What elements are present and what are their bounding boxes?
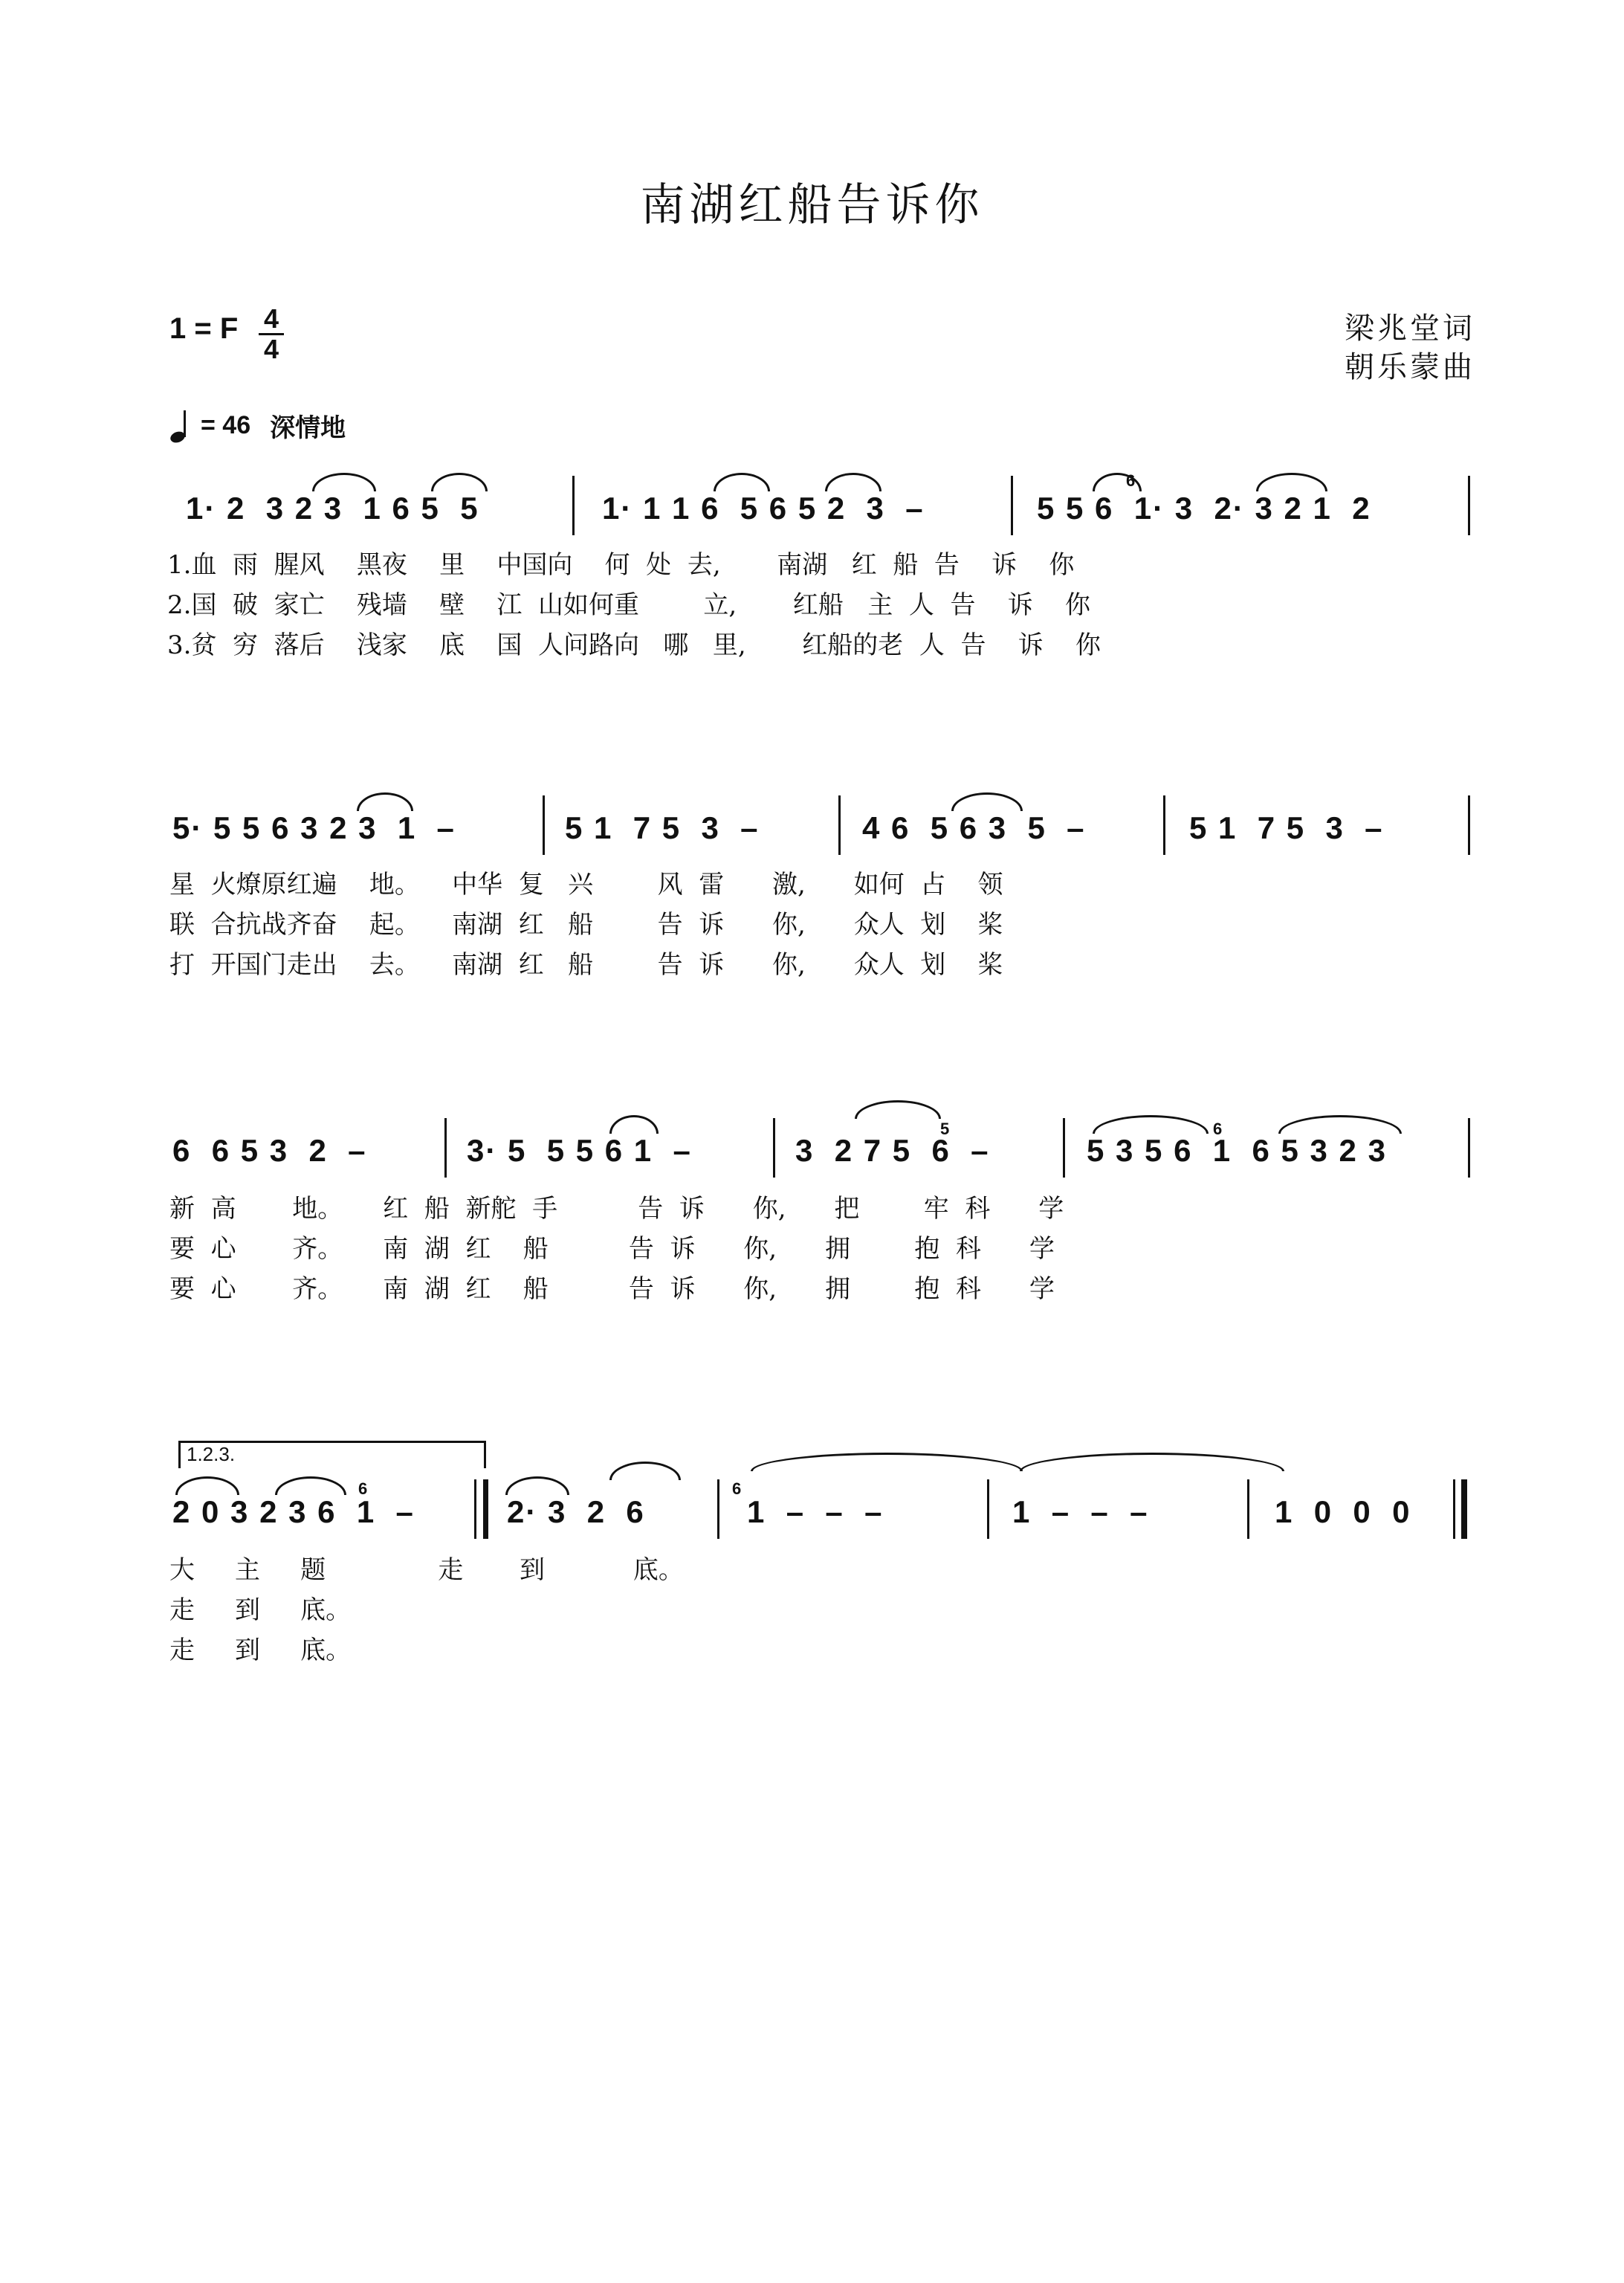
barline — [572, 476, 575, 535]
lyric-line-2: 要 心 齐。 南 湖 红 船 告 诉 你, 拥 抱 科 学 — [169, 1234, 1055, 1264]
measure-1-notes: 1· 2 3 2 3 1 6 5 5 — [186, 491, 479, 526]
measure-12-notes: 2 0 3 2 3 6 1 – — [172, 1494, 415, 1529]
lyric-line-3: 3.贫 穷 落后 浅家 底 国 人问路向 哪 里, 红船的老 人 告 诉 你 — [167, 630, 1101, 660]
measure-8-notes: 6 6 5 3 2 – — [172, 1133, 367, 1168]
slur — [1093, 1115, 1209, 1134]
measure-13-notes: 2· 3 2 6 — [507, 1494, 645, 1529]
slur — [1256, 473, 1327, 491]
measure-5-notes: 5 1 7 5 3 – — [565, 810, 760, 845]
time-signature-bottom: 4 — [259, 333, 284, 364]
measure-11-notes: 5 3 5 6 1 6 5 3 2 3 — [1087, 1133, 1387, 1168]
lyric-line-2: 2.国 破 家亡 残墙 壁 江 山如何重 立, 红船 主 人 告 诉 你 — [167, 590, 1091, 620]
lyric-line-1: 1.血 雨 腥风 黑夜 里 中国向 何 处 去, 南湖 红 船 告 诉 你 — [167, 550, 1075, 580]
barline — [1063, 1118, 1065, 1178]
barline — [838, 795, 841, 855]
slur — [855, 1100, 941, 1119]
repeat-barline — [474, 1479, 476, 1539]
quarter-note-icon — [169, 409, 192, 443]
barline — [1468, 795, 1470, 855]
slur — [1278, 1115, 1402, 1134]
page-title: 南湖红船告诉你 — [640, 179, 984, 231]
lyric-line-1: 星 火燎原红遍 地。 中华 复 兴 风 雷 激, 如何 占 领 — [169, 870, 1003, 900]
final-barline-thick — [1461, 1479, 1467, 1539]
slur — [951, 792, 1023, 811]
lyricist-credit: 梁兆堂词 — [1345, 311, 1475, 346]
slur — [357, 792, 413, 811]
lyric-line-2: 走 到 底。 — [169, 1595, 352, 1625]
measure-16-notes: 1 0 0 0 — [1275, 1494, 1411, 1529]
lyric-line-1: 大 主 题 走 到 底。 — [169, 1555, 684, 1585]
slur — [714, 473, 770, 491]
time-signature — [259, 305, 284, 364]
measure-3-notes: 5 5 6 1· 3 2· 3 2 1 2 — [1037, 491, 1371, 526]
barline — [717, 1479, 719, 1539]
tempo-bpm: = 46 — [201, 411, 251, 439]
grace-note: 6 — [1213, 1120, 1223, 1138]
measure-4-notes: 5· 5 5 6 3 2 3 1 – — [172, 810, 456, 845]
barline — [987, 1479, 989, 1539]
lyric-line-3: 要 心 齐。 南 湖 红 船 告 诉 你, 拥 抱 科 学 — [169, 1274, 1055, 1304]
measure-9-notes: 3· 5 5 5 6 1 – — [467, 1133, 692, 1168]
measure-10-notes: 3 2 7 5 6 – — [795, 1133, 990, 1168]
measure-15-notes: 1 – – – — [1012, 1494, 1149, 1529]
barline — [444, 1118, 447, 1178]
key-signature: 1 = F — [169, 312, 239, 345]
grace-note: 6 — [732, 1479, 742, 1498]
measure-7-notes: 5 1 7 5 3 – — [1189, 810, 1384, 845]
tempo-marking — [169, 407, 346, 444]
barline — [1468, 476, 1470, 535]
grace-note: 5 — [940, 1120, 950, 1138]
barline — [1468, 1118, 1470, 1178]
slur — [175, 1476, 239, 1495]
measure-6-notes: 4 6 5 6 3 5 – — [862, 810, 1086, 845]
lyric-line-3: 走 到 底。 — [169, 1635, 352, 1665]
grace-note: 6 — [1126, 471, 1136, 490]
measure-2-notes: 1· 1 1 6 5 6 5 2 3 – — [602, 491, 925, 526]
barline — [1011, 476, 1013, 535]
slur — [275, 1476, 346, 1495]
barline — [1163, 795, 1165, 855]
barline — [1247, 1479, 1249, 1539]
barline — [773, 1118, 775, 1178]
grace-note: 6 — [358, 1479, 368, 1498]
final-barline — [1453, 1479, 1455, 1539]
slur — [431, 473, 488, 491]
repeat-barline-thick — [483, 1479, 488, 1539]
tie — [1020, 1453, 1284, 1471]
lyric-line-2: 联 合抗战齐奋 起。 南湖 红 船 告 诉 你, 众人 划 桨 — [169, 910, 1003, 940]
composer-credit: 朝乐蒙曲 — [1345, 350, 1475, 384]
barline — [543, 795, 545, 855]
slur — [825, 473, 881, 491]
lyric-line-1: 新 高 地。 红 船 新舵 手 告 诉 你, 把 牢 科 学 — [169, 1194, 1064, 1224]
time-signature-top: 4 — [263, 303, 279, 334]
slur — [312, 473, 376, 491]
lyric-line-3: 打 开国门走出 去。 南湖 红 船 告 诉 你, 众人 划 桨 — [169, 950, 1003, 980]
slur — [505, 1476, 569, 1495]
slur — [609, 1115, 659, 1134]
measure-14-notes: 1 – – – — [747, 1494, 884, 1529]
tie — [751, 1453, 1023, 1471]
volta-bracket: 1.2.3. — [178, 1441, 486, 1468]
slur — [609, 1462, 681, 1480]
tempo-expression: 深情地 — [270, 414, 346, 442]
